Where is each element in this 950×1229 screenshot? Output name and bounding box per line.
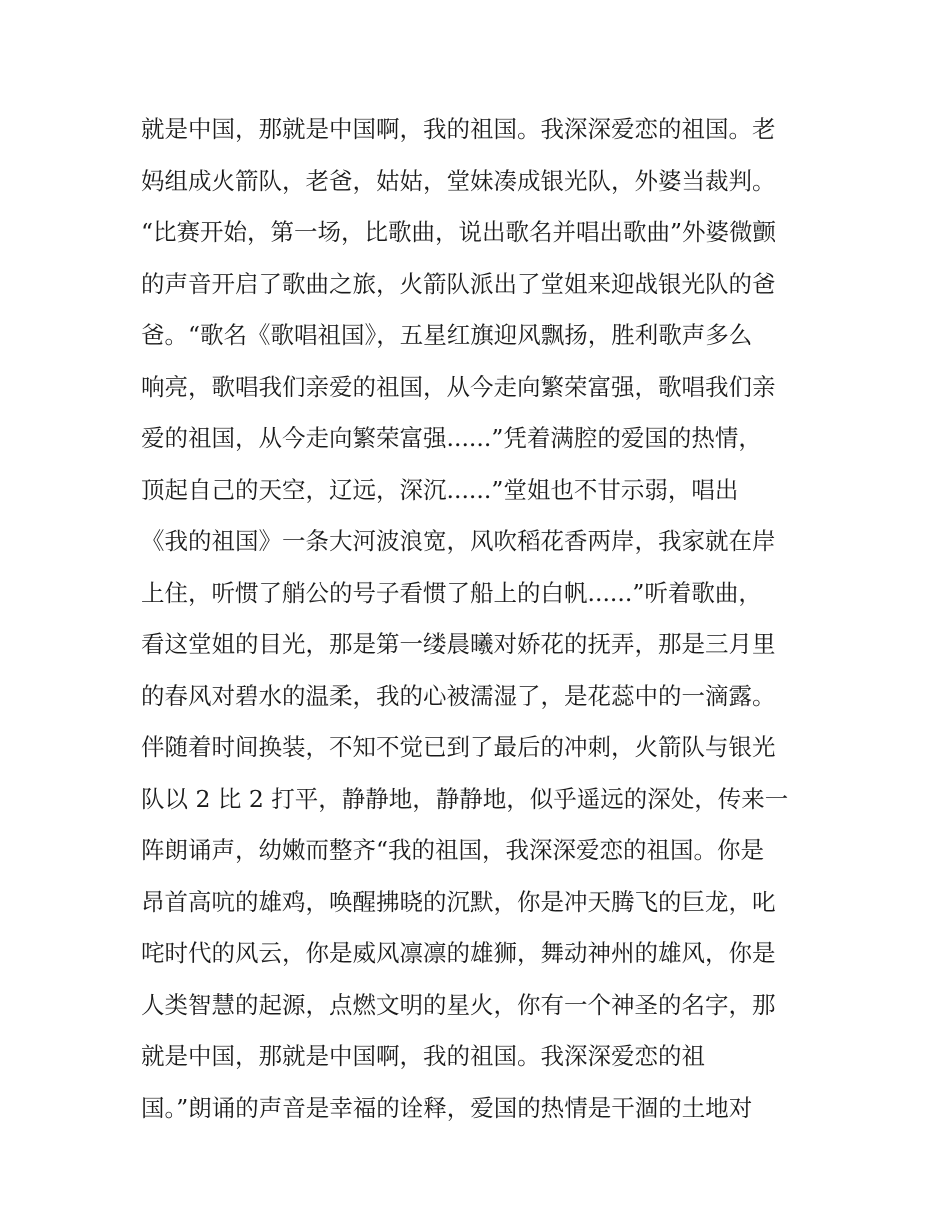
text-line: 看这堂姐的目光，那是第一缕晨曦对娇花的抚弄，那是三月里 — [141, 630, 776, 658]
text-line: 咤时代的风云，你是威风凛凛的雄狮，舞动神州的雄风，你是 — [141, 939, 776, 967]
text-line: 《我的祖国》一条大河波浪宽，风吹稻花香两岸，我家就在岸 — [141, 527, 776, 555]
text-line: 妈组成火箭队，老爸，姑姑，堂妹凑成银光队，外婆当裁判。 — [141, 166, 776, 195]
text-line: 昂首高吭的雄鸡，唤醒拂晓的沉默，你是冲天腾飞的巨龙，叱 — [141, 887, 776, 916]
body-text — [141, 104, 821, 1134]
text-line: 爸。“歌名《歌唱祖国》，五星红旗迎风飘扬，胜利歌声多么 — [141, 321, 753, 349]
text-line: 人类智慧的起源，点燃文明的星火，你有一个神圣的名字，那 — [141, 990, 776, 1019]
text-line: 的春风对碧水的温柔，我的心被濡湿了，是花蕊中的一滴露。 — [141, 681, 776, 710]
text-line: 上住，听惯了艄公的号子看惯了船上的白帆......”听着歌曲， — [141, 578, 762, 607]
text-line: 爱的祖国，从今走向繁荣富强......”凭着满腔的爱国的热情， — [141, 424, 762, 452]
text-line: 就是中国，那就是中国啊，我的祖国。我深深爱恋的祖 — [141, 1042, 705, 1070]
text-line: 响亮，歌唱我们亲爱的祖国，从今走向繁荣富强，歌唱我们亲 — [141, 372, 776, 401]
text-line: 就是中国，那就是中国啊，我的祖国。我深深爱恋的祖国。老 — [141, 115, 776, 143]
text-line: 阵朗诵声，幼嫩而整齐“我的祖国，我深深爱恋的祖国。你是 — [141, 836, 765, 864]
text-line: “比赛开始，第一场，比歌曲，说出歌名并唱出歌曲”外婆微颤 — [141, 218, 777, 246]
text-line: 国。”朗诵的声音是幸福的诠释，爱国的热情是干涸的土地对 — [141, 1093, 753, 1122]
text-line: 顶起自己的天空，辽远，深沉......”堂姐也不甘示弱，唱出 — [141, 475, 739, 504]
text-line: 伴随着时间换装，不知不觉已到了最后的冲刺，火箭队与银光 — [141, 733, 776, 761]
text-line: 的声音开启了歌曲之旅，火箭队派出了堂姐来迎战银光队的爸 — [141, 269, 776, 298]
text-line: 队以 2 比 2 打平，静静地，静静地，似乎遥远的深处，传来一 — [141, 784, 789, 813]
